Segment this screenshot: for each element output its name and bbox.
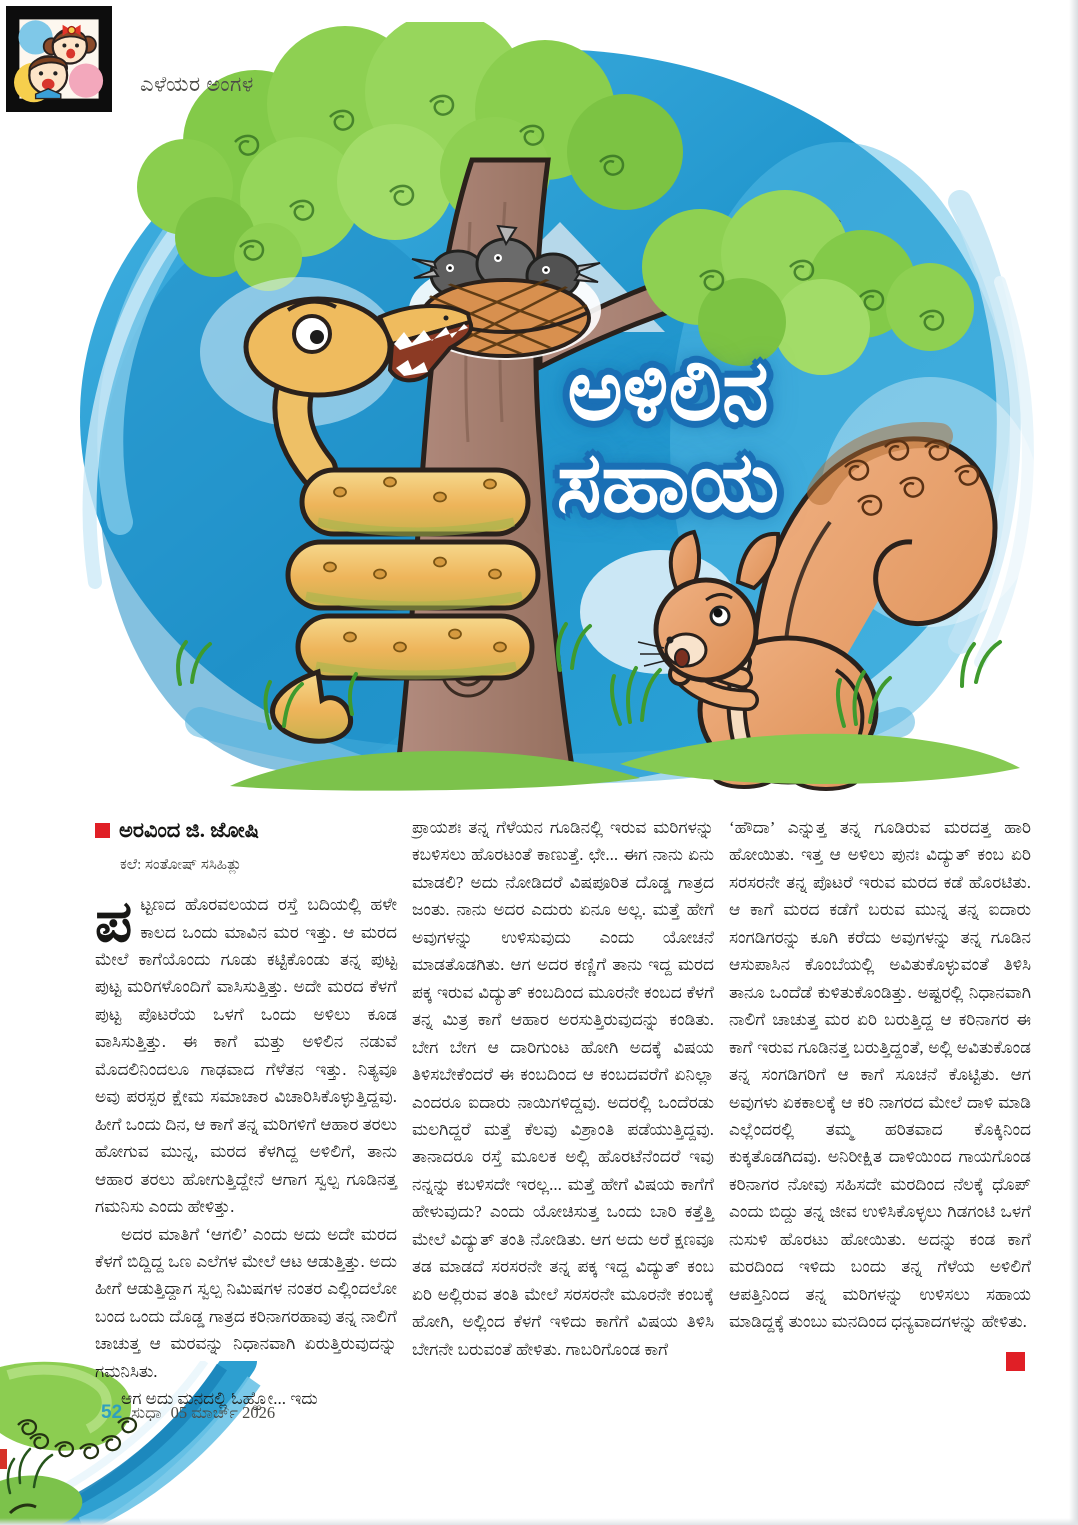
artist-credit: ಕಲೆ: ಸಂತೋಷ್ ಸಸಿಹಿತ್ಲು <box>120 856 242 873</box>
section-label: ಎಳೆಯರ ಅಂಗಳ <box>140 72 254 96</box>
issue-date: 05 ಮಾರ್ಚ್ 2026 <box>170 1403 276 1422</box>
paragraph-text: ಟ್ಟಣದ ಹೊರವಲಯದ ರಸ್ತೆ ಬದಿಯಲ್ಲಿ ಹಳೇ ಕಾಲದ ಒಂದು ಮಾವಿನ ಮರ ಇತ್ತು. ಆ ಮರದ ಮೇಲೆ ಕಾಗೆಯೊಂದು ಗೂಡು ಕಟ್ಟಿಕೊಂಡು ತನ್ನ ಪುಟ್ಟ ಪುಟ್ಟ ಮರಿಗಳೊಂದಿಗೆ ವಾಸಿಸುತ್ತಿತ್ತು. ಅದೇ ಮರದ ಕೆಳಗೆ ಪುಟ್ಟ ಪೊಟರೆಯ ಒಳಗೆ ಒಂದು ಅಳಿಲು ಕೂಡ ವಾಸಿಸುತ್ತಿತ್ತು. ಈ ಕಾಗೆ ಮತ್ತು ಅಳಿಲಿನ ನಡುವೆ ಮೊದಲಿನಿಂದಲೂ ಗಾಢವಾದ ಗೆಳೆತನ ಇತ್ತು. ನಿತ್ಯವೂ ಅವು ಪರಸ್ಪರ ಕ್ಷೇಮ ಸಮಾಚಾರ ವಿಚಾರಿಸಿಕೊಳ್ಳುತ್ತಿದ್ದವು. ಹೀಗೆ ಒಂದು ದಿನ, ಆ ಕಾಗೆ ತನ್ನ ಮರಿಗಳಿಗೆ ಆಹಾರ ತರಲು ಹೋಗುವ ಮುನ್ನ, ಮರದ ಕೆಳಗಿದ್ದ ಅಳಿಲಿಗೆ, ತಾನು ಆಹಾರ ತರಲು ಹೋಗುತ್ತಿದ್ದೇನೆ ಆಗಾಗ ಸ್ವಲ್ಪ ಗೂಡಿನತ್ತ ಗಮನಿಸು ಎಂದು ಹೇಳಿತ್ತು. <box>95 895 397 1217</box>
article-column-3 <box>729 814 1031 1413</box>
section-logo <box>6 6 112 112</box>
story-title <box>486 346 850 531</box>
paragraph: ಆಗ ಅದು ಮನದಲ್ಲಿ ಓಹ್ಹೋ... ಇದು <box>121 1389 318 1409</box>
article-body <box>95 814 1031 1413</box>
page-edge-shadow-right <box>1069 0 1078 1525</box>
kids-faces-icon <box>14 14 104 104</box>
article-column-1 <box>95 814 397 1413</box>
page-footer <box>101 1402 275 1424</box>
story-title-line1: ಅಳಿಲಿನ <box>567 345 769 438</box>
byline <box>95 814 397 848</box>
drop-cap: ಪ <box>95 889 133 955</box>
paragraph: ‘ಹೌದಾ’ ಎನ್ನುತ್ತ ತನ್ನ ಗೂಡಿರುವ ಮರದತ್ತ ಹಾರಿ ಹೋಯಿತು. ಇತ್ತ ಆ ಅಳಿಲು ಪುನಃ ವಿದ್ಯುತ್ ಕಂಬ ಏರಿ ಸರಸರನೇ ತನ್ನ ಪೊಟರೆ ಇರುವ ಮರದ ಕಡೆ ಹೊರಟಿತು. ಆ ಕಾಗೆ ಮರದ ಕಡೆಗೆ ಬರುವ ಮುನ್ನ ತನ್ನ ಐದಾರು ಸಂಗಡಿಗರನ್ನು ಕೂಗಿ ಕರೆದು ಅವುಗಳನ್ನು ತನ್ನ ಗೂಡಿನ ಆಸುಪಾಸಿನ ಕೊಂಬೆಯಲ್ಲಿ ಅವಿತುಕೊಳ್ಳುವಂತೆ ತಿಳಿಸಿ ತಾನೂ ಒಂದೆಡೆ ಕುಳಿತುಕೊಂಡಿತ್ತು. ಅಷ್ಟರಲ್ಲಿ ನಿಧಾನವಾಗಿ ನಾಲಿಗೆ ಚಾಚುತ್ತ ಮರ ಏರಿ ಬರುತ್ತಿದ್ದ ಆ ಕರಿನಾಗರ ಈ ಕಾಗೆ ಇರುವ ಗೂಡಿನತ್ತ ಬರುತ್ತಿದ್ದಂತೆ, ಅಲ್ಲಿ ಅವಿತುಕೊಂಡ ತನ್ನ ಸಂಗಡಿಗರಿಗೆ ಆ ಕಾಗೆ ಸೂಚನೆ ಕೊಟ್ಟಿತು. ಆಗ ಅವುಗಳು ಏಕಕಾಲಕ್ಕೆ ಆ ಕರಿ ನಾಗರದ ಮೇಲೆ ದಾಳಿ ಮಾಡಿ ಎಲ್ಲೆಂದರಲ್ಲಿ ತಮ್ಮ ಹರಿತವಾದ ಕೊಕ್ಕಿನಿಂದ ಕುಕ್ಕತೊಡಗಿದವು. ಅನಿರೀಕ್ಷಿತ ದಾಳಿಯಿಂದ ಗಾಯಗೊಂಡ ಕರಿನಾಗರ ನೋವು ಸಹಿಸದೇ ಮರದಿಂದ ನೆಲಕ್ಕೆ ಧೊಪ್ ಎಂದು ಬಿದ್ದು ತನ್ನ ಜೀವ ಉಳಿಸಿಕೊಳ್ಳಲು ಗಿಡಗಂಟಿ ಒಳಗೆ ನುಸುಳಿ ಹೊರಟು ಹೋಯಿತು. ಅದನ್ನು ಕಂಡ ಕಾಗೆ ಮರದಿಂದ ಇಳಿದು ಬಂದು ತನ್ನ ಗೆಳೆಯ ಅಳಿಲಿಗೆ ಆಪತ್ತಿನಿಂದ ತನ್ನ ಮರಿಗಳನ್ನು ಉಳಿಸಲು ಸಹಾಯ ಮಾಡಿದ್ದಕ್ಕೆ ತುಂಬು ಮನದಿಂದ ಧನ್ಯವಾದಗಳನ್ನು ಹೇಳಿತು. <box>729 818 1031 1332</box>
end-of-article-marker <box>1006 1352 1025 1371</box>
paragraph: ಅದರ ಮಾತಿಗೆ ‘ಆಗಲಿ’ ಎಂದು ಅದು ಅದೇ ಮರದ ಕೆಳಗೆ ಬಿದ್ದಿದ್ದ ಒಣ ಎಲೆಗಳ ಮೇಲೆ ಆಟ ಆಡುತ್ತಿತ್ತು. ಅದು ಹೀಗೆ ಆಡುತ್ತಿದ್ದಾಗ ಸ್ವಲ್ಪ ನಿಮಿಷಗಳ ನಂತರ ಎಲ್ಲಿಂದಲೋ ಬಂದ ಒಂದು ದೊಡ್ಡ ಗಾತ್ರದ ಕರಿನಾಗರಹಾವು ತನ್ನ ನಾಲಿಗೆ ಚಾಚುತ್ತ ಆ ಮರವನ್ನು ನಿಧಾನವಾಗಿ ಏರುತ್ತಿರುವುದನ್ನು ಗಮನಿಸಿತು. <box>95 1224 397 1381</box>
article-column-2 <box>412 814 714 1413</box>
paragraph: ಪ್ರಾಯಶಃ ತನ್ನ ಗೆಳೆಯನ ಗೂಡಿನಲ್ಲಿ ಇರುವ ಮರಿಗಳನ್ನು ಕಬಳಿಸಲು ಹೊರಟಂತೆ ಕಾಣುತ್ತೆ. ಛೇ... ಈಗ ನಾನು ಏನು ಮಾಡಲಿ? ಅದು ನೋಡಿದರೆ ವಿಷಪೂರಿತ ದೊಡ್ಡ ಗಾತ್ರದ ಜಂತು. ನಾನು ಅದರ ಎದುರು ಏನೂ ಅಲ್ಲ. ಮತ್ತೆ ಹೇಗೆ ಅವುಗಳನ್ನು ಉಳಿಸುವುದು ಎಂದು ಯೋಚನೆ ಮಾಡತೊಡಗಿತು. ಆಗ ಅದರ ಕಣ್ಣಿಗೆ ತಾನು ಇದ್ದ ಮರದ ಪಕ್ಕ ಇರುವ ವಿದ್ಯುತ್ ಕಂಬದಿಂದ ಮೂರನೇ ಕಂಬದ ಕೆಳಗೆ ತನ್ನ ಮಿತ್ರ ಕಾಗೆ ಆಹಾರ ಅರಸುತ್ತಿರುವುದನ್ನು ಕಂಡಿತು. ಬೇಗ ಬೇಗ ಆ ದಾರಿಗುಂಟ ಹೋಗಿ ಅದಕ್ಕೆ ವಿಷಯ ತಿಳಿಸಬೇಕೆಂದರೆ ಈ ಕಂಬದಿಂದ ಆ ಕಂಬದವರೆಗೆ ಏನಿಲ್ಲಾ ಎಂದರೂ ಐದಾರು ನಾಯಿಗಳಿದ್ದವು. ಅದರಲ್ಲಿ ಒಂದೆರಡು ಮಲಗಿದ್ದರೆ ಮತ್ತೆ ಕೆಲವು ವಿಶ್ರಾಂತಿ ಪಡೆಯುತ್ತಿದ್ದವು. ತಾನಾದರೂ ರಸ್ತೆ ಮೂಲಕ ಅಲ್ಲಿ ಹೊರಟೆನೆಂದರೆ ಇವು ನನ್ನನ್ನು ಕಬಳಿಸದೇ ಇರಲ್ಲ... ಮತ್ತೆ ಹೇಗೆ ವಿಷಯ ಕಾಗೆಗೆ ಹೇಳುವುದು? ಎಂದು ಯೋಚಿಸುತ್ತ ಒಂದು ಬಾರಿ ಕತ್ತೆತ್ತಿ ಮೇಲೆ ವಿದ್ಯುತ್ ತಂತಿ ನೋಡಿತು. ಆಗ ಅದು ಅರೆ ಕ್ಷಣವೂ ತಡ ಮಾಡದೆ ಸರಸರನೇ ತನ್ನ ಪಕ್ಕ ಇದ್ದ ವಿದ್ಯುತ್ ಕಂಬ ಏರಿ ಅಲ್ಲಿರುವ ತಂತಿ ಮೇಲೆ ಸರಸರನೇ ಮೂರನೇ ಕಂಬಕ್ಕೆ ಹೋಗಿ, ಅಲ್ಲಿಂದ ಕೆಳಗೆ ಇಳಿದು ಕಾಗೆಗೆ ವಿಷಯ ತಿಳಿಸಿ ಬೇಗನೇ ಬರುವಂತೆ ಹೇಳಿತು. ಗಾಬರಿಗೊಂಡ ಕಾಗೆ <box>412 818 714 1359</box>
paragraph <box>95 891 397 1220</box>
author-bullet-icon <box>95 823 110 838</box>
story-title-line2: ಸಹಾಯ <box>556 437 780 531</box>
page-edge-shadow-bottom <box>0 1518 1078 1525</box>
page-number: 52 <box>101 1402 123 1423</box>
author-name: ಅರವಿಂದ ಜಿ. ಜೋಷಿ <box>119 818 259 842</box>
magazine-name: ಸುಧಾ <box>131 1403 162 1422</box>
